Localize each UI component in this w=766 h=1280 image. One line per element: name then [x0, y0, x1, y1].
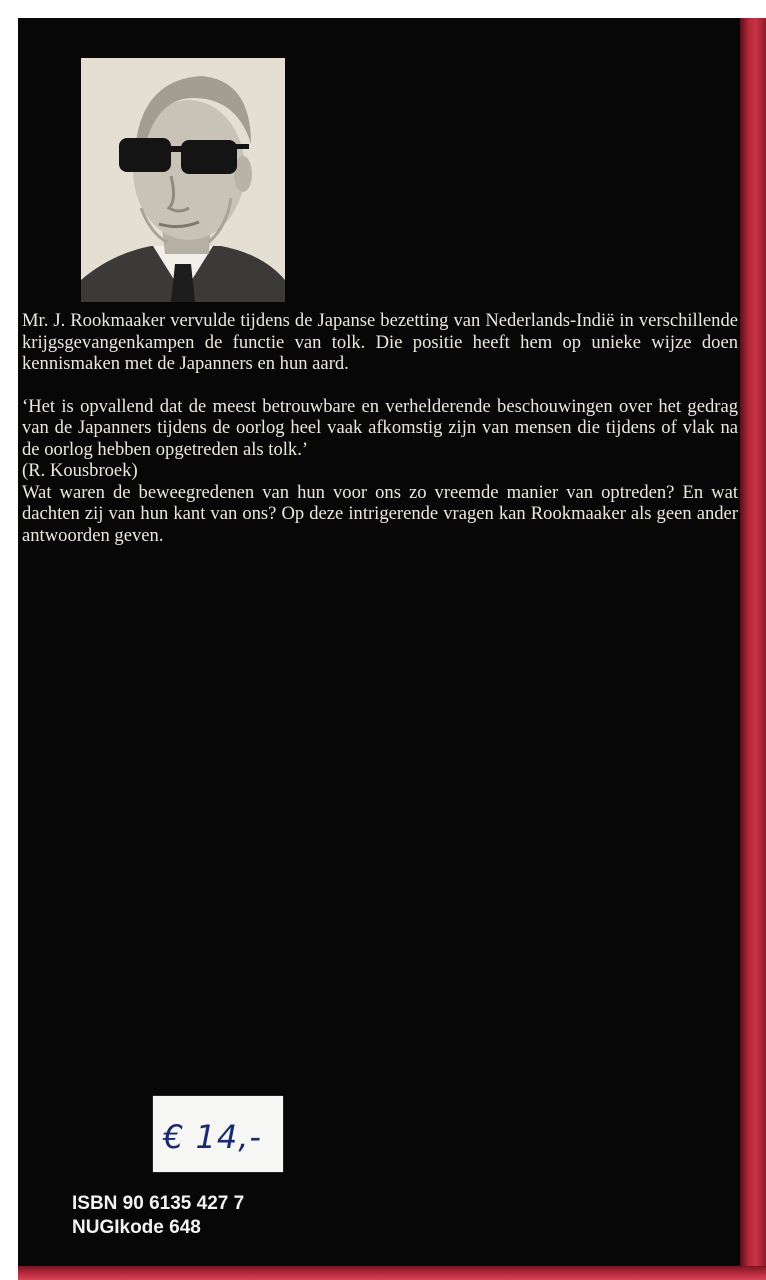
author-portrait-icon [81, 58, 285, 302]
red-bottom-edge [18, 1266, 766, 1280]
price-sticker [153, 1096, 283, 1172]
book-back-cover [18, 18, 766, 1280]
book-codes [72, 1192, 244, 1240]
nugi-code: NUGIkode 648 [72, 1217, 201, 1238]
author-photo [81, 58, 285, 302]
isbn-code: ISBN 90 6135 427 7 [72, 1193, 245, 1214]
blurb-paragraph-3: Wat waren de beweegredenen van hun voor ons zo vreemde manier van optreden? En wat dachten zij van hun kant van ons? Op deze intrigerende vragen kan Rookmaaker als geen ander antwoorden geven. [22, 481, 738, 546]
blurb-quote: ‘Het is opvallend dat de meest betrouwbare en verhelderende beschouwingen over het gedrag van de Japanners tijdens de oorlog heel vaak afkomstig zijn van mensen die tijdens of vlak na de oorlog hebben opgetreden als tolk.’ [22, 395, 738, 460]
blurb-paragraph-1: Mr. J. Rookmaaker vervulde tijdens de Japanse bezetting van Nederlands-Indië in verschillende krijgsgevangenkampen de functie van tolk. Die positie heeft hem op unieke wijze doen kennismaken met de Japanners en hun aard. [22, 310, 738, 374]
blurb-quote-source: (R. Kousbroek) [22, 460, 138, 481]
blurb-text [22, 310, 738, 546]
handwritten-price: € 14,- [163, 1118, 262, 1156]
red-spine-edge [740, 18, 766, 1280]
